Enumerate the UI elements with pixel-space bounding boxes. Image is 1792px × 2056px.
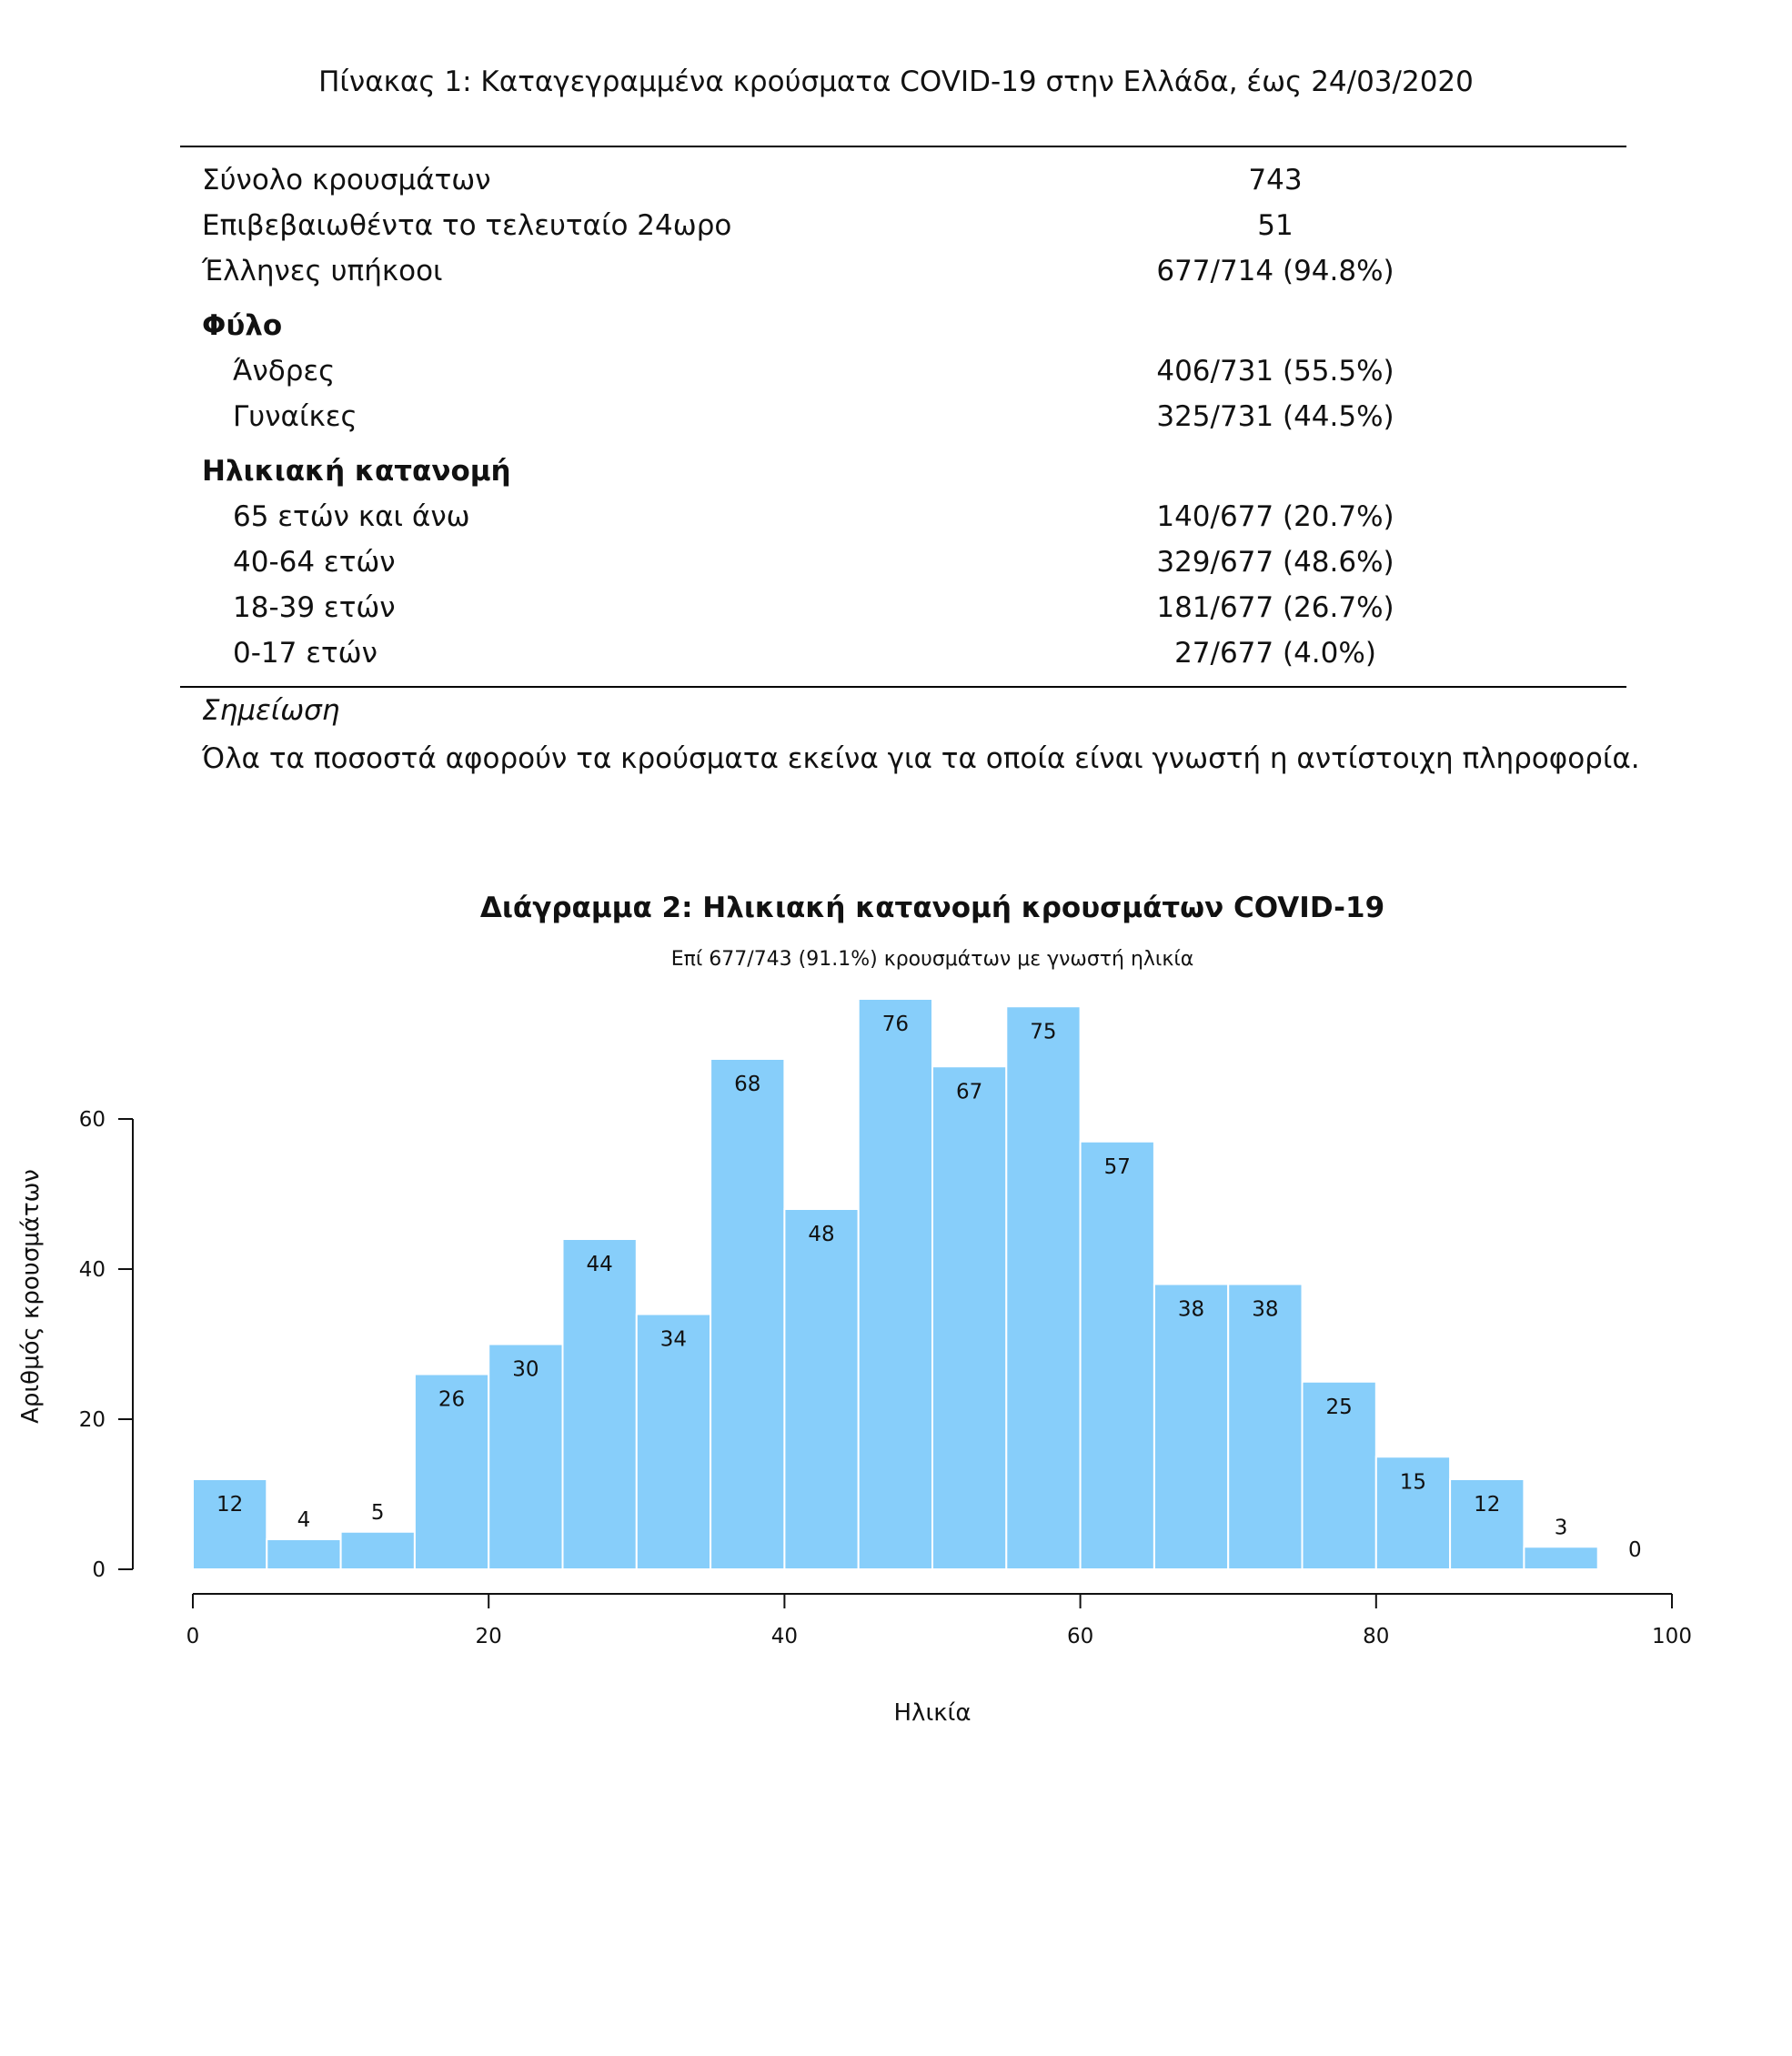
note-text: Όλα τα ποσοστά αφορούν τα κρούσματα εκείνα για τα οποία είναι γνωστή η αντίστοιχη πληροφορία. [202, 742, 1640, 775]
bar-value-label: 44 [586, 1253, 613, 1276]
chart-title: Διάγραμμα 2: Ηλικιακή κατανομή κρουσμάτων COVID-19 [479, 892, 1385, 924]
x-tick-label: 0 [186, 1625, 200, 1648]
x-tick-label: 80 [1363, 1625, 1390, 1648]
row-value: 329/677 (48.6%) [1156, 546, 1394, 579]
chart-subtitle: Επί 677/743 (91.1%) κρουσμάτων με γνωστή ηλικία [670, 948, 1194, 971]
table-row [202, 539, 1621, 585]
bar-value-label: 76 [881, 1013, 909, 1036]
histogram-bar [563, 1239, 637, 1569]
row-label: Επιβεβαιωθέντα το τελευταίο 24ωρο [202, 209, 732, 242]
row-value: 677/714 (94.8%) [1156, 255, 1394, 287]
bar-value-label: 34 [659, 1327, 688, 1352]
bar-value-label: 5 [370, 1500, 385, 1525]
y-tick-label: 40 [78, 1258, 106, 1282]
bar-value-label: 30 [512, 1357, 539, 1382]
row-value: 27/677 (4.0%) [1174, 637, 1376, 670]
row-label: Έλληνες υπήκοοι [202, 255, 443, 287]
y-tick-label: 60 [78, 1108, 106, 1132]
table-caption: Πίνακας 1: Καταγεγραμμένα κρούσματα COVID-19 στην Ελλάδα, έως 24/03/2020 [318, 66, 1474, 98]
bar-value-label: 3 [1554, 1516, 1568, 1540]
bar-value-label: 4 [297, 1508, 311, 1532]
section-heading-age [202, 448, 1621, 494]
bar-value-label: 67 [956, 1080, 983, 1104]
section-heading: Φύλο [202, 309, 283, 342]
bar-value-label: 68 [734, 1073, 761, 1096]
bar-value-label: 57 [1103, 1154, 1131, 1179]
row-label: 0-17 ετών [233, 637, 378, 670]
histogram-bar [932, 1066, 1006, 1569]
x-tick-label: 100 [1652, 1625, 1692, 1648]
bar-value-label: 12 [216, 1493, 244, 1517]
bar-value-label: 38 [1252, 1297, 1279, 1322]
row-value: 325/731 (44.5%) [1156, 400, 1394, 433]
note-title: Σημείωση [202, 694, 340, 727]
row-value: 51 [1257, 209, 1294, 242]
row-label: Γυναίκες [233, 400, 357, 433]
histogram-bar [1228, 1285, 1302, 1570]
histogram-bar [1006, 1006, 1080, 1569]
histogram-bar [1524, 1547, 1597, 1569]
y-tick-label: 0 [92, 1558, 106, 1582]
table-bottom-rule [180, 686, 1626, 688]
y-axis-title: Αριθμός κρουσμάτων [17, 1169, 45, 1424]
x-tick-label: 60 [1066, 1625, 1094, 1648]
bar-value-label: 25 [1325, 1395, 1353, 1419]
table-top-rule [180, 146, 1626, 147]
x-axis-title: Ηλικία [893, 1699, 972, 1727]
row-label: 40-64 ετών [233, 546, 396, 579]
table-row [202, 248, 1621, 294]
row-value: 743 [1248, 164, 1303, 197]
table-row [202, 203, 1621, 248]
row-label: 65 ετών και άνω [233, 500, 470, 533]
section-heading: Ηλικιακή κατανομή [202, 455, 511, 488]
histogram-bar [1081, 1142, 1154, 1569]
row-label: Άνδρες [233, 355, 336, 388]
bar-value-label: 75 [1030, 1020, 1057, 1044]
x-tick-label: 20 [475, 1625, 502, 1648]
histogram-bar [859, 999, 932, 1569]
table-row [202, 157, 1621, 203]
histogram-chart [0, 983, 1792, 1747]
bar-value-label: 15 [1399, 1470, 1427, 1495]
bar-value-label: 48 [808, 1223, 835, 1246]
table-row [202, 494, 1621, 539]
bar-value-label: 0 [1628, 1538, 1642, 1562]
histogram-bar [710, 1059, 784, 1569]
row-value: 181/677 (26.7%) [1156, 591, 1394, 624]
row-label: Σύνολο κρουσμάτων [202, 164, 491, 197]
row-value: 406/731 (55.5%) [1156, 355, 1394, 388]
row-value: 140/677 (20.7%) [1156, 500, 1394, 533]
x-tick-label: 40 [770, 1625, 799, 1648]
histogram-bar [341, 1532, 415, 1569]
histogram-bar [267, 1539, 340, 1569]
y-tick-label: 20 [78, 1408, 106, 1432]
table-row [202, 630, 1621, 676]
bar-value-label: 38 [1177, 1297, 1205, 1322]
histogram-bar [784, 1209, 858, 1569]
histogram-bar [1154, 1285, 1228, 1570]
table-row [202, 348, 1621, 394]
table-row [202, 585, 1621, 630]
bar-value-label: 26 [438, 1387, 466, 1412]
bar-value-label: 12 [1474, 1493, 1501, 1517]
row-label: 18-39 ετών [233, 591, 396, 624]
table-row [202, 394, 1621, 439]
histogram-bar [637, 1315, 710, 1570]
section-heading-sex [202, 303, 1621, 348]
